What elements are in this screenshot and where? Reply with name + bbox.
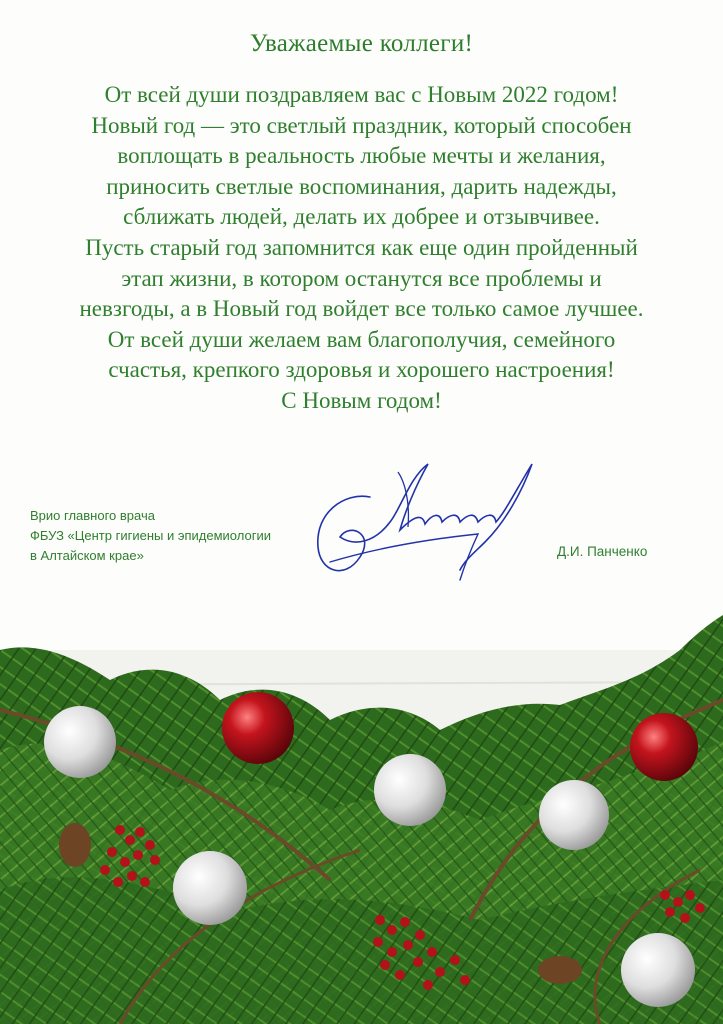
silver-ornament (621, 933, 695, 1007)
red-ornament (630, 713, 698, 781)
body-line: этап жизни, в котором останутся все проблемы и (121, 265, 602, 291)
silver-ornament (44, 706, 116, 778)
signatory-position (30, 506, 271, 566)
body-line: От всей души желаем вам благополучия, семейного (107, 326, 616, 352)
position-line: ФБУЗ «Центр гигиены и эпидемиологии (30, 528, 271, 543)
body-line: От всей души поздравляем вас с Новым 2022 годом! (104, 82, 619, 107)
signatory-name: Д.И. Панченко (557, 544, 648, 559)
body-line: невзгоды, а в Новый год войдет все только самое лучшее. (79, 296, 644, 322)
letter-body (14, 80, 709, 417)
pine-cone (59, 823, 91, 867)
handwritten-signature (300, 452, 550, 592)
greeting-heading: Уважаемые коллеги! (249, 30, 474, 57)
body-line: Новый год — это светлый праздник, который способен (91, 112, 632, 138)
body-line: воплощать в реальность любые мечты и желания, (117, 143, 606, 169)
silver-ornament (173, 851, 247, 925)
body-line: счастья, крепкого здоровья и хорошего настроения! (108, 357, 615, 383)
silver-ornament (374, 754, 446, 826)
body-line: С Новым годом! (281, 387, 442, 413)
pine-cone (538, 956, 582, 984)
fir-branches-decoration (0, 590, 723, 1024)
position-line: Врио главного врача (30, 508, 155, 523)
red-ornament (222, 692, 294, 764)
body-line: Пусть старый год запомнится как еще один пройденный (85, 234, 638, 260)
body-line: приносить светлые воспоминания, дарить надежды, (106, 173, 617, 199)
position-line: в Алтайском крае» (30, 548, 144, 563)
body-line: сближать людей, делать их добрее и отзывчивее. (123, 204, 600, 230)
silver-ornament (539, 780, 609, 850)
